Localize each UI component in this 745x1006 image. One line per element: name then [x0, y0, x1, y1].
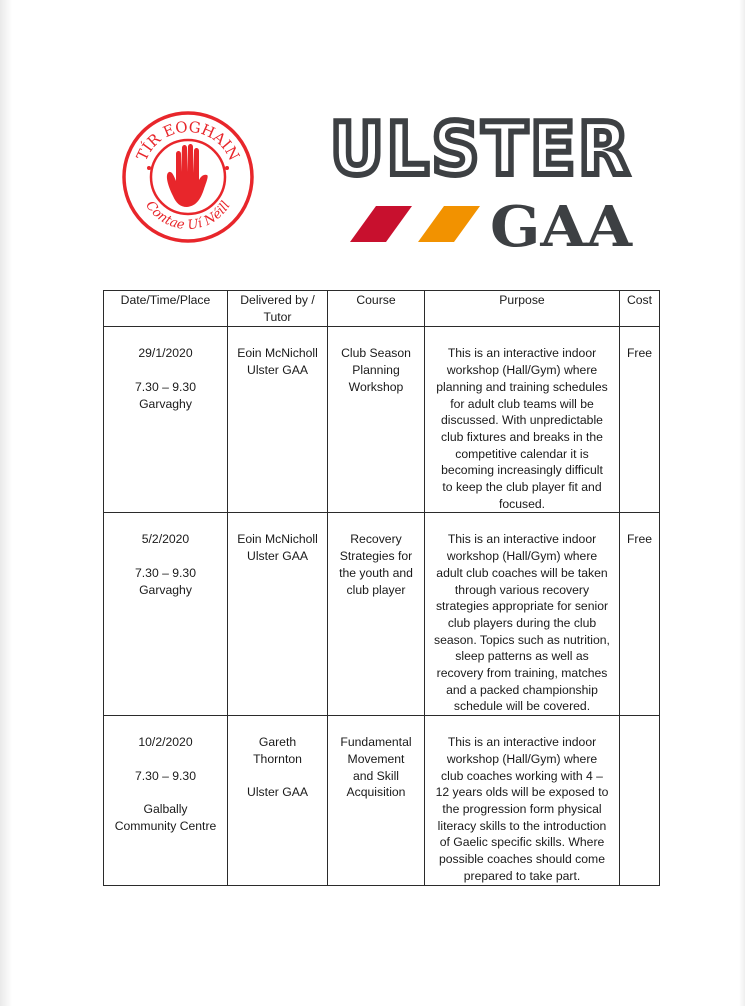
cell-purpose: This is an interactive indoor workshop (Hall/Gym) where planning and training schedules for adult club teams will be discussed. With unpredictable club fixtures and breaks in the competitive calendar it is becoming increasingly difficult to keep the club player fit and focused.: [425, 327, 620, 513]
cell-tutor: Gareth Thornton Ulster GAA: [228, 716, 328, 885]
cell-course: Recovery Strategies for the youth and club player: [328, 513, 425, 716]
page-edge-right: [739, 0, 745, 1006]
table-row: [104, 513, 660, 716]
cell-date-time-place: 5/2/2020 7.30 – 9.30 Garvaghy: [104, 513, 228, 716]
cell-course: Fundamental Movement and Skill Acquisition: [328, 716, 425, 885]
cell-date-time-place: 10/2/2020 7.30 – 9.30 Galbally Community Centre: [104, 716, 228, 885]
cell-cost: Free: [620, 513, 660, 716]
cell-course: Club Season Planning Workshop: [328, 327, 425, 513]
table-row: [104, 327, 660, 513]
svg-text:TÍR EOGHAIN: TÍR EOGHAIN: [132, 117, 244, 164]
tyrone-crest-logo: [121, 110, 255, 244]
course-schedule-table: [103, 290, 660, 886]
svg-text:Contae Uí Néill: Contae Uí Néill: [142, 198, 234, 234]
cell-purpose: This is an interactive indoor workshop (Hall/Gym) where adult club coaches will be taken through various recovery strategies appropriate for senior club players during the club season. Topics such as nutrition, sleep patterns as well as recovery from training, matches and a packed championship schedule will be covered.: [425, 513, 620, 716]
red-hand-icon: [167, 144, 208, 207]
table-row: [104, 716, 660, 885]
svg-text:ULSTER: ULSTER: [330, 107, 632, 191]
ulster-gaa-logo: [330, 104, 635, 256]
cell-cost: Free: [620, 327, 660, 513]
page-edge-left: [0, 0, 12, 1006]
svg-text:GAA: GAA: [490, 194, 634, 256]
cell-purpose: This is an interactive indoor workshop (Hall/Gym) where club coaches working with 4 – 12 years olds will be exposed to the progression form physical literacy skills to the introduction of Gaelic specific skills. Where possible coaches should come prepared to take part.: [425, 716, 620, 885]
header-course: Course: [328, 291, 425, 327]
header-date: Date/Time/Place: [104, 291, 228, 327]
cell-date-time-place: 29/1/2020 7.30 – 9.30 Garvaghy: [104, 327, 228, 513]
red-stripe-icon: [350, 206, 412, 242]
header-tutor: Delivered by / Tutor: [228, 291, 328, 327]
table-header-row: [104, 291, 660, 327]
header-cost: Cost: [620, 291, 660, 327]
header-purpose: Purpose: [425, 291, 620, 327]
cell-tutor: Eoin McNicholl Ulster GAA: [228, 327, 328, 513]
cell-tutor: Eoin McNicholl Ulster GAA: [228, 513, 328, 716]
orange-stripe-icon: [418, 206, 480, 242]
cell-cost: [620, 716, 660, 885]
